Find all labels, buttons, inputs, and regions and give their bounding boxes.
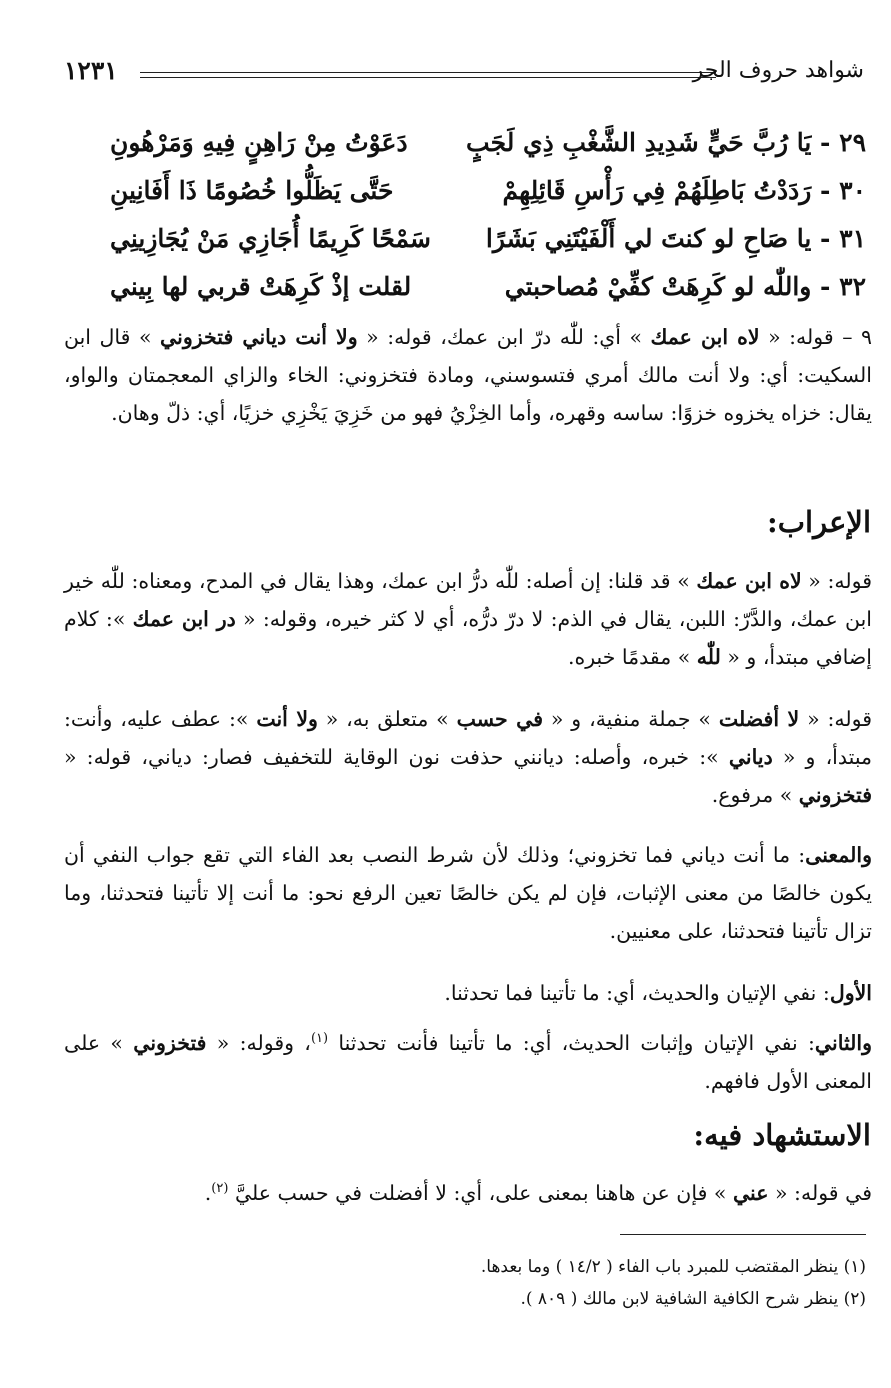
footnote-separator — [620, 1234, 866, 1235]
note-9-paragraph: ٩ – قوله: « لاه ابن عمك » أي: للّٰه درّ ابن عمك، قوله: « ولا أنت دياني فتخزوني » قال ابن السكيت: أي: ولا أنت مالك أمري فتسوسني، ومادة فتخزوني: الخاء والزاي المعجمتان والواو، يقال: خزاه يخزوه خزوًا: ساسه وقهره، وأما الخِزْيُ فهو من خَزِيَ يَخْزِي خزيًا، أي: ذلّ وهان. — [64, 325, 872, 425]
page-number: ١٢٣١ — [64, 56, 118, 85]
verse-second-hemistich: لقلت إذْ كَرِهَتْ قربي لها بِيني — [110, 272, 412, 301]
meaning-paragraph: والمعنى: ما أنت دياني فما تخزوني؛ وذلك لأن شرط النصب بعد الفاء التي تقع جواب النفي أن يكون خالصًا من معنى الإثبات، فإن لم يكن خالصًا تعين الرفع نحو: ما أنت إلا تأتينا فتحدثنا، وما تزال تأتينا فتحدثنا، على معنيين. — [64, 843, 872, 943]
page-header — [64, 56, 864, 96]
verse-first-hemistich: ٣١ - يا صَاحِ لو كنتَ لي أَلْفَيْتَنِي بَشَرًا — [485, 224, 866, 253]
irab-paragraph-1: قوله: « لاه ابن عمك » قد قلنا: إن أصله: للّٰه درُّ ابن عمك، وهذا يقال في المدح، ومعناه: للّٰه خير ابن عمك، والدَّرّ: اللبن، يقال في الذم: لا درّ درُّه، أي لا كثر خيره، وقوله: « در ابن عمك »: كلام إضافي مبتدأ، و « للّٰه » مقدمًا خبره. — [64, 569, 873, 669]
verse-first-hemistich: ٣٢ - واللّٰه لو كَرِهَتْ كفِّيْ مُصاحبتي — [504, 272, 866, 301]
shahid-paragraph: في قوله: « عني » فإن عن هاهنا بمعنى على، أي: لا أفضلت في حسب عليَّ $^{(٢)}$. — [204, 1181, 872, 1205]
footnote-ref-1: (١) — [310, 1031, 329, 1047]
running-title: شواهد حروف الجر — [692, 58, 864, 83]
verse-first-hemistich: ٢٩ - يَا رُبَّ حَيٍّ شَدِيدِ الشَّغْبِ ذِي لَجَبٍ — [466, 128, 866, 157]
irab-paragraph-2: قوله: « لا أفضلت » جملة منفية، و « في حسب » متعلق به، « ولا أنت »: عطف عليه، وأنت: مبتدأ، و « دياني »: خبره، وأصله: ديانني حذفت نون الوقاية للتخفيف فصار: دياني، قوله: « فتخزوني » مرفوع. — [64, 707, 873, 807]
footnote-1: (١) ينظر المقتضب للمبرد باب الفاء ( ١٤/٢ ) وما بعدها. — [480, 1257, 866, 1277]
verse-second-hemistich: سَمْحًا كَرِيمًا أُجَازِي مَنْ يُجَازِينِي — [110, 224, 431, 253]
footnote-2: (٢) ينظر شرح الكافية الشافية لابن مالك ( ٨٠٩ ). — [520, 1289, 866, 1309]
verse-30 — [110, 176, 866, 222]
verse-second-hemistich: دَعَوْتُ مِنْ رَاهِنٍ فِيهِ وَمَرْهُونِ — [110, 128, 408, 157]
verse-29 — [110, 128, 866, 174]
second-meaning-paragraph: والثاني: نفي الإتيان وإثبات الحديث، أي: ما تأتينا فأنت تحدثنا $^{(١)}$، وقوله: « فتخزوني » على المعنى الأول فافهم. — [64, 1031, 872, 1093]
footnote-ref-2: (٢) — [211, 1181, 229, 1197]
verse-32 — [110, 272, 866, 318]
verse-31 — [110, 224, 866, 270]
section-heading-shahid: الاستشهاد فيه: — [693, 1118, 871, 1152]
verse-second-hemistich: حَتَّى يَظَلُّوا خُصُومًا ذَا أَفَانِينِ — [110, 176, 394, 205]
section-heading-irab: الإعراب: — [767, 505, 871, 539]
header-rule — [140, 72, 716, 78]
verse-first-hemistich: ٣٠ - رَدَدْتُ بَاطِلَهُمْ فِي رَأْسِ قَائِلِهِمْ — [502, 176, 866, 205]
first-meaning-paragraph: الأول: نفي الإتيان والحديث، أي: ما تأتينا فما تحدثنا. — [444, 981, 872, 1005]
